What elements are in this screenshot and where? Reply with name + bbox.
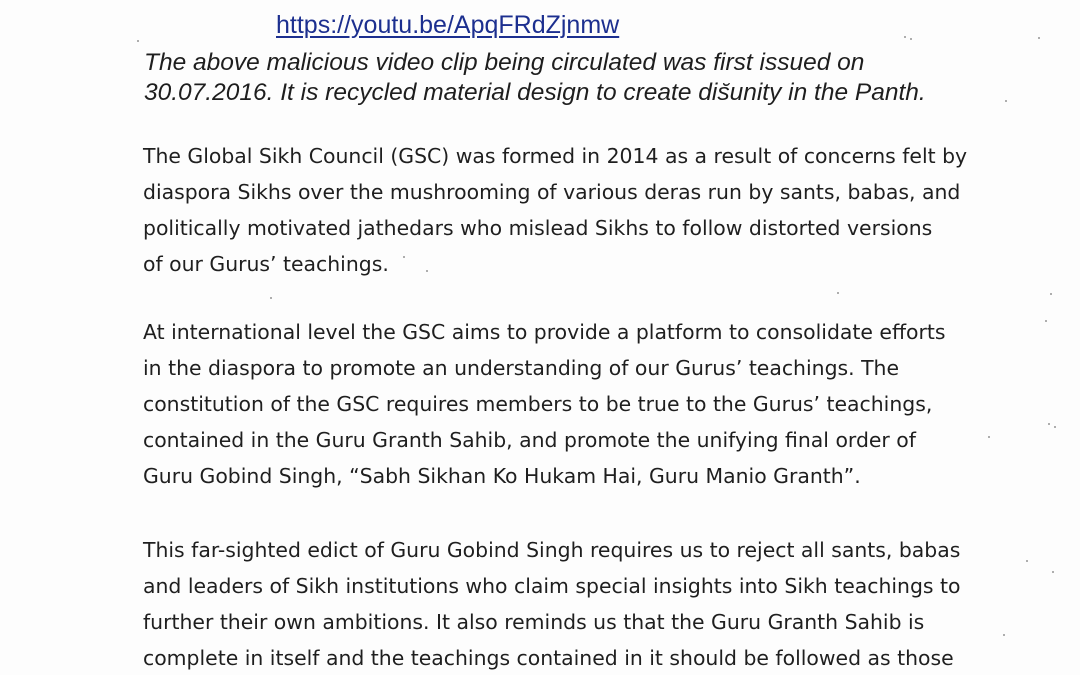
- scan-speck: [1026, 560, 1028, 562]
- scan-speck: [137, 40, 139, 42]
- paragraph-line: further their own ambitions. It also reminds us that the Guru Granth Sahib is: [143, 610, 925, 634]
- scan-speck: [403, 256, 405, 258]
- intro-statement: [144, 48, 1024, 108]
- paragraph-line: Guru Gobind Singh, “Sabh Sikhan Ko Hukam Hai, Guru Manio Granth”.: [143, 464, 861, 488]
- paragraph-line: diaspora Sikhs over the mushrooming of various deras run by sants, babas, and: [143, 180, 961, 204]
- scan-speck: [988, 436, 990, 438]
- scan-speck: [1048, 423, 1050, 425]
- scan-speck: [270, 297, 272, 299]
- scan-speck: [1005, 100, 1007, 102]
- intro-line: The above malicious video clip being circulated was first issued on: [144, 49, 865, 76]
- paragraph-line: and leaders of Sikh institutions who claim special insights into Sikh teachings to: [143, 574, 961, 598]
- scan-speck: [1003, 634, 1005, 636]
- scan-speck: [1050, 293, 1052, 295]
- scan-speck: [426, 270, 428, 272]
- video-link[interactable]: https://youtu.be/ApqFRdZjnmw: [276, 11, 620, 39]
- paragraph-line: contained in the Guru Granth Sahib, and promote the unifying final order of: [143, 428, 916, 452]
- scan-speck: [837, 292, 839, 294]
- scan-speck: [1052, 571, 1054, 573]
- paragraph-line: The Global Sikh Council (GSC) was formed in 2014 as a result of concerns felt by: [143, 144, 968, 168]
- paragraph-line: politically motivated jathedars who mislead Sikhs to follow distorted versions: [143, 216, 933, 240]
- scan-speck: [1045, 320, 1047, 322]
- paragraph-line: complete in itself and the teachings contained in it should be followed as those: [143, 646, 954, 670]
- paragraph-edict: [143, 532, 1043, 676]
- paragraph-gsc-aims: [143, 314, 1043, 494]
- paragraph-line: At international level the GSC aims to provide a platform to consolidate efforts: [143, 320, 946, 344]
- paragraph-gsc-formation: [143, 138, 1043, 282]
- scan-speck: [1054, 426, 1056, 428]
- intro-line: 30.07.2016. It is recycled material design to create dis̆unity in the Panth.: [144, 79, 926, 106]
- paragraph-line: in the diaspora to promote an understanding of our Gurus’ teachings. The: [143, 356, 900, 380]
- paragraph-line: constitution of the GSC requires members to be true to the Gurus’ teachings,: [143, 392, 933, 416]
- scan-speck: [904, 36, 906, 38]
- video-link-line: [276, 8, 619, 42]
- scan-speck: [910, 38, 912, 40]
- paragraph-line: This far-sighted edict of Guru Gobind Singh requires us to reject all sants, babas: [143, 538, 961, 562]
- paragraph-line: of our Gurus’ teachings.: [143, 252, 389, 276]
- scan-speck: [1038, 37, 1040, 39]
